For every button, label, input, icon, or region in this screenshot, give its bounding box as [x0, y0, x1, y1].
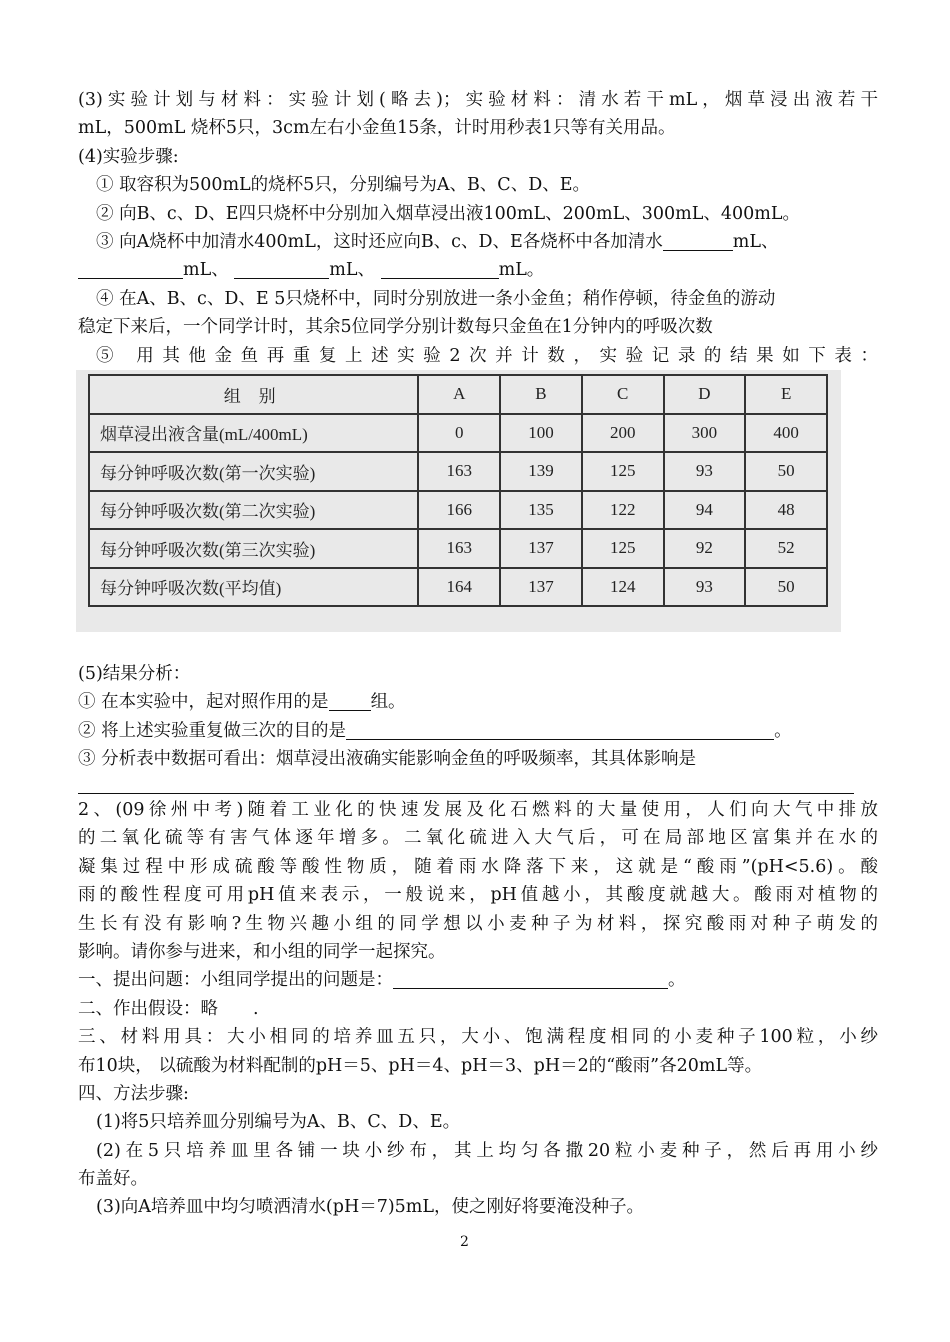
col-header: E	[745, 375, 827, 414]
unit-label-end: mL。	[498, 260, 545, 281]
page-lower	[78, 660, 878, 774]
table-row	[89, 568, 827, 607]
table-cell: 124	[582, 568, 664, 607]
p2-question-tail: 。	[668, 970, 686, 991]
row-label: 每分钟呼吸次数(第二次实验)	[89, 491, 418, 530]
p2-line3: 凝集过程中形成硫酸等酸性物质，随着雨水降落下来，这就是“酸雨”(pH<5.6)。酸	[78, 856, 878, 877]
table-cell: 166	[418, 491, 500, 530]
table-cell: 163	[418, 452, 500, 491]
row-label: 每分钟呼吸次数(第三次实验)	[89, 529, 418, 568]
answer-blank[interactable]	[393, 970, 668, 989]
table-cell: 164	[418, 568, 500, 607]
s4-step3-cont	[78, 256, 878, 284]
table-row	[89, 414, 827, 453]
table-cell: 48	[745, 491, 827, 530]
s4-step2: ② 向B、c、D、E四只烧杯中分别加入烟草浸出液100mL、200mL、300mL、400mL。	[96, 203, 800, 224]
table-cell: 93	[664, 452, 746, 491]
s5-q2-text: ② 将上述实验重复做三次的目的是	[78, 720, 347, 741]
s4-heading: (4)实验步骤:	[78, 146, 179, 167]
unit-label: mL、	[329, 260, 376, 281]
table-cell: 200	[582, 414, 664, 453]
row-label: 烟草浸出液含量(mL/400mL)	[89, 414, 418, 453]
results-table	[88, 374, 828, 607]
table-cell: 0	[418, 414, 500, 453]
s5-q1-tail: 组。	[370, 692, 406, 713]
table-cell: 125	[582, 452, 664, 491]
page-upper	[78, 86, 878, 370]
table-row	[89, 491, 827, 530]
p2-method-2a: (2)在5只培养皿里各铺一块小纱布，其上均匀各撒20粒小麦种子，然后再用小纱	[96, 1140, 878, 1161]
answer-blank[interactable]	[346, 721, 774, 740]
table-cell: 122	[582, 491, 664, 530]
table-cell: 100	[500, 414, 582, 453]
col-header: A	[418, 375, 500, 414]
p2-hypothesis: 二、作出假设：略 .	[78, 998, 259, 1019]
table-header-row	[89, 375, 827, 414]
s4-step4a: ④ 在A、B、c、D、E 5只烧杯中，同时分别放进一条小金鱼；稍作停顿，待金鱼的游动	[96, 288, 776, 309]
answer-blank[interactable]	[234, 260, 329, 279]
p2-line4: 雨的酸性程度可用pH值来表示，一般说来，pH值越小，其酸度就越大。酸雨对植物的	[78, 885, 878, 906]
results-table-scan	[76, 370, 841, 632]
s4-step3	[78, 228, 878, 256]
col-header: D	[664, 375, 746, 414]
table-cell: 93	[664, 568, 746, 607]
unit-label: mL、	[183, 260, 229, 281]
table-cell: 400	[745, 414, 827, 453]
s4-step3-text: ③ 向A烧杯中加清水400mL，这时还应向B、c、D、E各烧杯中各加清水	[96, 231, 663, 252]
col-header: C	[582, 375, 664, 414]
p2-materials-2: 布10块， 以硫酸为材料配制的pH＝5、pH＝4、pH＝3、pH＝2的“酸雨”各20mL等。	[78, 1055, 763, 1076]
answer-line[interactable]	[78, 793, 854, 794]
table-row	[89, 452, 827, 491]
p2-method-1: (1)将5只培养皿分别编号为A、B、C、D、E。	[96, 1112, 461, 1133]
p2-line5: 生长有没有影响?生物兴趣小组的同学想以小麦种子为材料，探究酸雨对种子萌发的	[78, 913, 878, 934]
p2-question	[78, 966, 878, 994]
table-cell: 163	[418, 529, 500, 568]
s3-line2: mL，500mL 烧杯5只，3cm左右小金鱼15条，计时用秒表1只等有关用品。	[78, 118, 676, 139]
problem-2	[78, 796, 878, 1222]
table-cell: 94	[664, 491, 746, 530]
unit-label: mL、	[732, 231, 779, 252]
table-cell: 92	[664, 529, 746, 568]
p2-method-heading: 四、方法步骤:	[78, 1083, 189, 1104]
s5-q3: ③ 分析表中数据可看出：烟草浸出液确实能影响金鱼的呼吸频率，其具体影响是	[78, 749, 697, 770]
s5-q1-text: ① 在本实验中，起对照作用的是	[78, 692, 329, 713]
table-cell: 50	[745, 452, 827, 491]
s5-q2-tail: 。	[774, 720, 792, 741]
table-cell: 137	[500, 529, 582, 568]
table-cell: 135	[500, 491, 582, 530]
table-cell: 137	[500, 568, 582, 607]
p2-line1: 2、(09徐州中考)随着工业化的快速发展及化石燃料的大量使用，人们向大气中排放	[78, 800, 878, 820]
answer-blank[interactable]	[78, 260, 183, 279]
p2-line6: 影响。请你参与进来，和小组的同学一起探究。	[78, 941, 446, 962]
answer-blank[interactable]	[329, 692, 371, 711]
s5-q2	[78, 717, 878, 745]
table-row	[89, 529, 827, 568]
p2-method-3: (3)向A培养皿中均匀喷洒清水(pH＝7)5mL，使之刚好将要淹没种子。	[96, 1197, 645, 1218]
table-cell: 50	[745, 568, 827, 607]
answer-blank[interactable]	[381, 260, 499, 279]
row-label: 每分钟呼吸次数(第一次实验)	[89, 452, 418, 491]
p2-materials-1: 三、材料用具：大小相同的培养皿五只，大小、饱满程度相同的小麦种子100粒，小纱	[78, 1027, 878, 1048]
row-label: 每分钟呼吸次数(平均值)	[89, 568, 418, 607]
s3-line1: (3)实验计划与材料：实验计划(略去)；实验材料：清水若干mL，烟草浸出液若干	[78, 90, 878, 110]
answer-blank[interactable]	[663, 232, 733, 251]
s4-step1: ① 取容积为500mL的烧杯5只，分别编号为A、B、C、D、E。	[96, 175, 591, 196]
s4-step5: ⑤ 用其他金鱼再重复上述实验2次并计数，实验记录的结果如下表：	[96, 345, 878, 366]
table-cell: 139	[500, 452, 582, 491]
s5-q1	[78, 688, 878, 716]
page-number: 2	[460, 1234, 469, 1250]
table-cell: 125	[582, 529, 664, 568]
s4-step4b: 稳定下来后，一个同学计时，其余5位同学分别计数每只金鱼在1分钟内的呼吸次数	[78, 317, 713, 338]
s5-heading: (5)结果分析：	[78, 664, 191, 684]
table-cell: 300	[664, 414, 746, 453]
p2-question-text: 一、提出问题：小组同学提出的问题是：	[78, 970, 393, 991]
p2-method-2b: 布盖好。	[78, 1169, 148, 1190]
col-header: B	[500, 375, 582, 414]
p2-line2: 的二氧化硫等有害气体逐年增多。二氧化硫进入大气后，可在局部地区富集并在水的	[78, 828, 878, 849]
table-cell: 52	[745, 529, 827, 568]
table-header-label: 组别	[89, 375, 418, 414]
